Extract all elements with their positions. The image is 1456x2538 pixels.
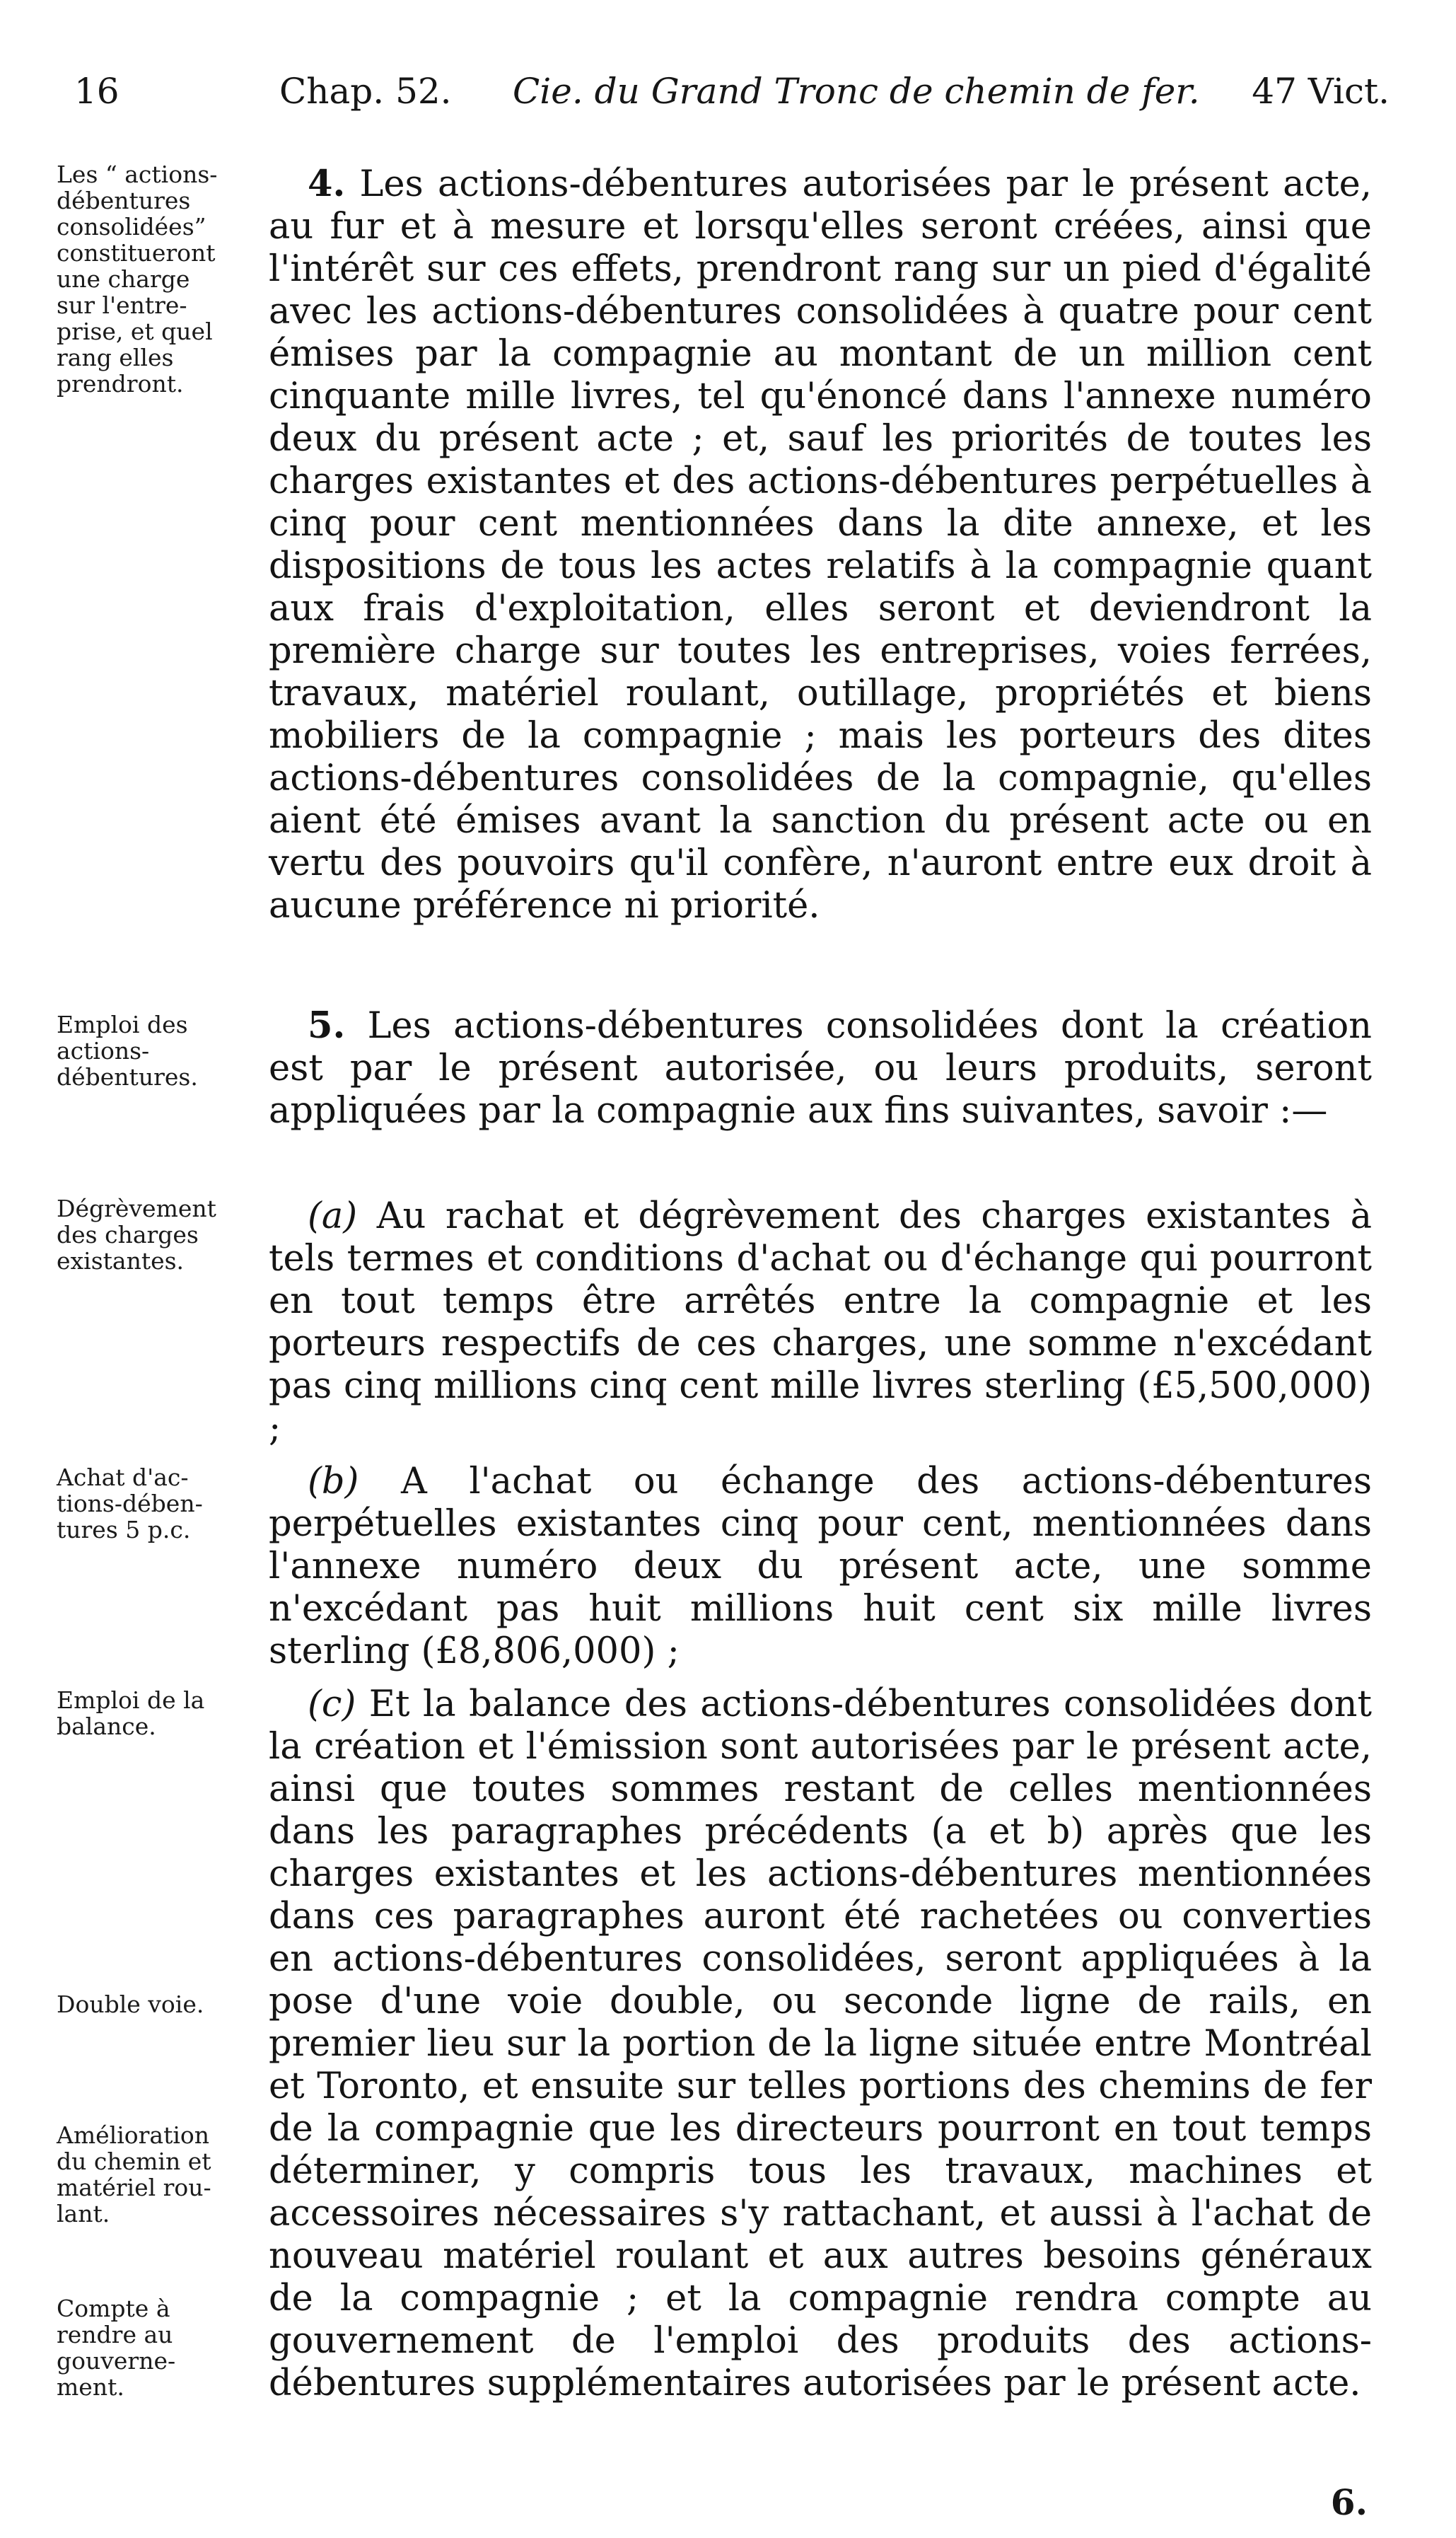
section-text: Les actions-débentures autorisées par le présent acte, au fur et à mesure et lorsqu'elles seront créées, ainsi que l'intérêt sur ces effets, prendront rang sur un pied d'égalité avec les actions-débentures consolidées à quatre pour cent émises par la compagnie au montant de un million cent cinquante mille livres, tel qu'énoncé dans l'annexe numéro deux du présent acte ; et, sauf les priorités de toutes les charges existantes et des actions-débentures perpétuelles à cinq pour cent mentionnées dans la dite annexe, et les dispositions de tous les actes relatifs à la compagnie quant aux frais d'exploitation, elles seront et deviendront la première charge sur toutes les entreprises, voies ferrées, travaux, matériel roulant, outillage, propriétés et biens mobiliers de la compagnie ; mais les porteurs des dites actions-débentures consolidées de la compagnie, qu'elles aient été émises avant la sanction du présent acte ou en vertu des pouvoirs qu'il confère, n'auront entre eux droit à aucune préférence ni priorité. — [269, 163, 1372, 927]
margin-note-compte: Compte à rendre au gouverne- ment. — [57, 2295, 176, 2401]
margin-note-paragraph-a: Dégrèvement des charges existantes. — [57, 1195, 216, 1275]
margin-note-paragraph-b: Achat d'ac- tions-dében- tures 5 p.c. — [57, 1464, 203, 1543]
paragraph-c — [269, 1684, 1372, 2405]
section-4 — [269, 163, 1372, 927]
section-number: 5. — [308, 1004, 346, 1047]
margin-note-section-5: Emploi des actions- débentures. — [57, 1011, 198, 1091]
paragraph-label: (c) — [308, 1684, 356, 1725]
regnal-year: 47 Vict. — [1252, 71, 1390, 112]
paragraph-a — [269, 1195, 1372, 1450]
margin-note-section-4: Les “ actions- débentures consolidées” constitueront une charge sur l'entre- prise, et quel rang elles prendront. — [57, 161, 218, 398]
section-5 — [269, 1004, 1372, 1132]
next-section-marker: 6. — [1330, 2481, 1368, 2523]
running-title: Cie. du Grand Tronc de chemin de fer. — [513, 71, 1200, 112]
paragraph-text: A l'achat ou échange des actions-débentures perpétuelles existantes cinq pour cent, mentionnées dans l'annexe numéro deux du présent acte, une somme n'excédant pas huit millions huit cent six mille livres sterling (£8,806,000) ; — [269, 1461, 1372, 1672]
paragraph-text: Et la balance des actions-débentures consolidées dont la création et l'émission sont autorisées par le présent acte, ainsi que toutes sommes restant de celles mentionnées dans les paragraphes précédents (a et b) après que les charges existantes et les actions-débentures mentionnées dans ces paragraphes auront été rachetées ou converties en actions-débentures consolidées, seront appliquées à la pose d'une voie double, ou seconde ligne de rails, en premier lieu sur la portion de la ligne située entre Montréal et Toronto, et ensuite sur telles portions des chemins de fer de la compagnie que les directeurs pourront en tout temps déterminer, y compris tous les travaux, machines et accessoires nécessaires s'y rattachant, et aussi à l'achat de nouveau matériel roulant et aux autres besoins généraux de la compagnie ; et la compagnie rendra compte au gouvernement de l'emploi des produits des actions-débentures supplémentaires autorisées par le présent acte. — [269, 1684, 1372, 2404]
chapter-label: Chap. 52. — [279, 71, 452, 112]
section-number: 4. — [308, 163, 346, 205]
paragraph-text: Au rachat et dégrèvement des charges existantes à tels termes et conditions d'achat ou d'échange qui pourront en tout temps être arrêtés entre la compagnie et les porteurs respectifs de ces charges, une somme n'excédant pas cinq millions cinq cent mille livres sterling (£5,500,000) ; — [269, 1195, 1372, 1449]
paragraph-label: (a) — [308, 1195, 358, 1237]
paragraph-label: (b) — [308, 1461, 359, 1502]
section-text: Les actions-débentures consolidées dont la création est par le présent autorisée, ou leurs produits, seront appliquées par la compagnie aux fins suivantes, savoir :— — [269, 1005, 1372, 1132]
margin-note-double-voie: Double voie. — [57, 1991, 204, 2018]
margin-note-paragraph-c: Emploi de la balance. — [57, 1686, 205, 1740]
margin-note-amelioration: Amélioration du chemin et matériel rou- lant. — [57, 2121, 211, 2227]
paragraph-b — [269, 1461, 1372, 1673]
page-header — [74, 71, 1390, 127]
page-number: 16 — [74, 71, 120, 112]
